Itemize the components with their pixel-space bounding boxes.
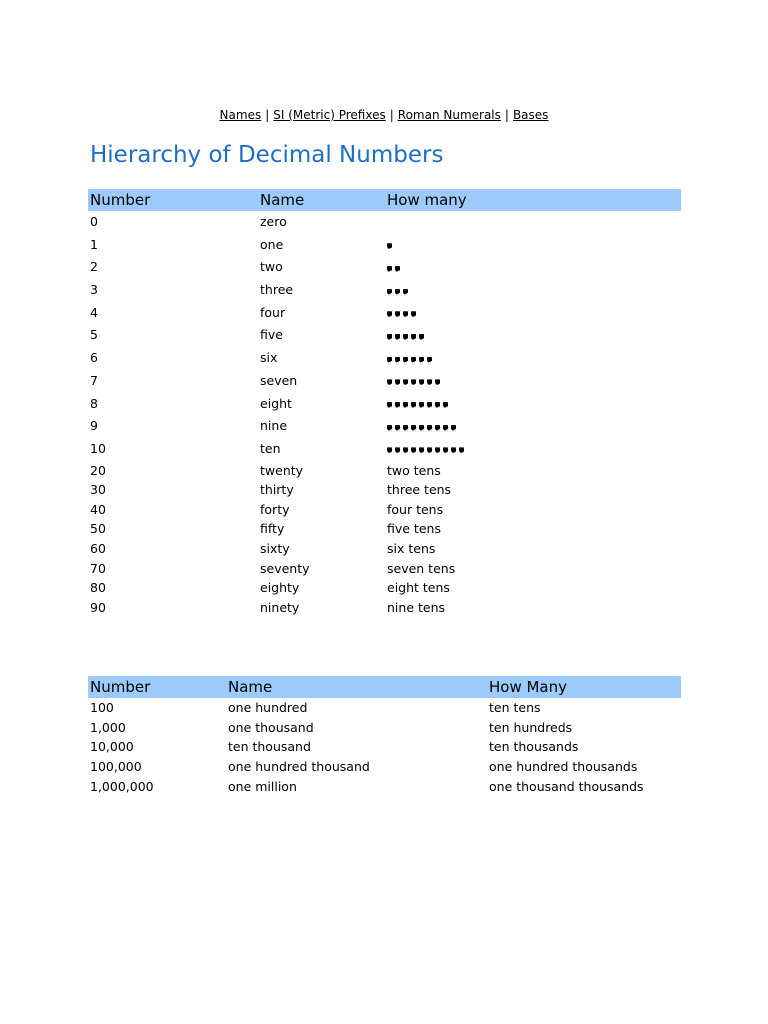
count-dot-icon <box>403 289 408 295</box>
name-cell: forty <box>260 501 290 517</box>
how-many-cell: ten thousands <box>489 739 579 755</box>
header-name: Name <box>258 189 385 211</box>
number-cell: 90 <box>90 599 106 615</box>
count-dot-icon <box>387 447 392 453</box>
count-dot-icon <box>443 402 448 408</box>
count-dot-icon <box>419 425 424 431</box>
name-cell: five <box>260 327 283 343</box>
table-row <box>88 393 681 416</box>
count-dot-icon <box>443 425 448 431</box>
how-many-cell: one thousand thousands <box>489 778 644 794</box>
name-cell: fifty <box>260 521 285 537</box>
name-cell: ninety <box>260 599 300 615</box>
table-row <box>88 559 681 579</box>
number-cell: 0 <box>90 214 98 229</box>
name-cell: three <box>260 282 294 298</box>
number-cell: 10 <box>90 440 106 456</box>
table-row <box>88 279 681 302</box>
number-cell: 100 <box>90 700 114 715</box>
count-dot-icon <box>427 379 432 385</box>
count-dot-icon <box>387 243 392 249</box>
count-dot-icon <box>411 402 416 408</box>
table-row <box>88 539 681 559</box>
name-cell: two <box>260 259 283 275</box>
how-many-cell: six tens <box>387 540 436 556</box>
count-dot-icon <box>411 334 416 340</box>
decimal-units-table <box>88 189 681 617</box>
count-dot-icon <box>395 311 400 317</box>
number-cell: 1,000 <box>90 719 126 735</box>
number-cell: 70 <box>90 560 106 576</box>
count-dot-icon <box>387 266 392 272</box>
table-header-row <box>88 676 681 698</box>
table-row <box>88 256 681 279</box>
how-many-cell: five tens <box>387 521 441 537</box>
name-cell: twenty <box>260 462 304 478</box>
count-dot-icon <box>427 357 432 363</box>
how-many-cell <box>385 438 681 461</box>
count-dot-icon <box>419 402 424 408</box>
nav-link-si-prefixes[interactable]: SI (Metric) Prefixes <box>273 108 386 122</box>
number-cell: 9 <box>90 418 98 434</box>
how-many-cell: nine tens <box>387 599 446 615</box>
nav-link-roman-numerals[interactable]: Roman Numerals <box>397 108 501 122</box>
table-row <box>88 302 681 325</box>
count-dot-icon <box>395 447 400 453</box>
count-dot-icon <box>427 402 432 408</box>
how-many-cell <box>385 279 681 302</box>
count-dot-icon <box>459 447 464 453</box>
how-many-cell: three tens <box>387 482 452 498</box>
name-cell: one million <box>228 778 297 794</box>
how-many-cell <box>385 347 681 370</box>
nav-separator: | <box>265 108 270 122</box>
number-cell: 5 <box>90 327 98 343</box>
count-dot-icon <box>403 402 408 408</box>
table-header-row <box>88 189 681 211</box>
page-title: Hierarchy of Decimal Numbers <box>90 142 444 168</box>
name-cell: nine <box>260 418 288 434</box>
top-nav <box>0 108 768 122</box>
table-row <box>88 718 681 738</box>
name-cell: ten thousand <box>228 739 311 755</box>
how-many-cell <box>385 393 681 416</box>
number-cell: 80 <box>90 580 106 596</box>
count-dot-icon <box>403 311 408 317</box>
how-many-cell <box>385 415 681 438</box>
header-number: Number <box>88 189 258 211</box>
how-many-cell <box>385 324 681 347</box>
table-row <box>88 347 681 370</box>
count-dot-icon <box>395 266 400 272</box>
nav-separator: | <box>389 108 394 122</box>
count-dot-icon <box>427 425 432 431</box>
count-dot-icon <box>395 402 400 408</box>
count-dot-icon <box>395 425 400 431</box>
dot-group <box>387 370 443 392</box>
how-many-cell: seven tens <box>387 560 456 576</box>
number-cell: 100,000 <box>90 759 142 775</box>
count-dot-icon <box>435 425 440 431</box>
nav-link-names[interactable]: Names <box>219 108 262 122</box>
count-dot-icon <box>395 379 400 385</box>
name-cell: seventy <box>260 560 310 576</box>
count-dot-icon <box>403 357 408 363</box>
count-dot-icon <box>419 334 424 340</box>
dot-group <box>387 348 435 370</box>
dot-group <box>387 257 403 279</box>
table-row <box>88 438 681 461</box>
count-dot-icon <box>419 447 424 453</box>
number-cell: 30 <box>90 482 106 498</box>
name-cell: six <box>260 350 278 366</box>
name-cell: ten <box>260 440 281 456</box>
how-many-cell: two tens <box>387 462 441 478</box>
name-cell: one thousand <box>228 719 314 735</box>
count-dot-icon <box>395 289 400 295</box>
number-cell: 6 <box>90 350 98 366</box>
count-dot-icon <box>403 334 408 340</box>
name-cell: eight <box>260 395 292 411</box>
name-cell: eighty <box>260 580 300 596</box>
number-cell: 60 <box>90 540 106 556</box>
how-many-cell: ten tens <box>489 700 541 715</box>
count-dot-icon <box>395 334 400 340</box>
table-row <box>88 698 681 718</box>
name-cell: four <box>260 304 286 320</box>
how-many-cell: one hundred thousands <box>489 759 638 775</box>
dot-group <box>387 416 459 438</box>
name-cell: seven <box>260 372 298 388</box>
count-dot-icon <box>411 357 416 363</box>
how-many-cell: eight tens <box>387 580 450 596</box>
number-cell: 3 <box>90 282 98 298</box>
count-dot-icon <box>387 289 392 295</box>
dot-group <box>387 393 451 415</box>
table-row <box>88 578 681 598</box>
large-numbers-table <box>88 676 681 796</box>
how-many-cell <box>385 234 681 257</box>
table-row <box>88 370 681 393</box>
count-dot-icon <box>435 402 440 408</box>
number-cell: 4 <box>90 304 98 320</box>
count-dot-icon <box>411 311 416 317</box>
table-row <box>88 324 681 347</box>
count-dot-icon <box>435 379 440 385</box>
count-dot-icon <box>419 379 424 385</box>
number-cell: 10,000 <box>90 739 134 755</box>
number-cell: 8 <box>90 395 98 411</box>
number-cell: 7 <box>90 372 98 388</box>
count-dot-icon <box>403 447 408 453</box>
nav-link-bases[interactable]: Bases <box>512 108 549 122</box>
count-dot-icon <box>387 425 392 431</box>
table-row <box>88 737 681 757</box>
header-how-many: How Many <box>487 676 681 698</box>
how-many-cell: ten hundreds <box>489 719 573 735</box>
dot-group <box>387 302 419 324</box>
count-dot-icon <box>387 402 392 408</box>
count-dot-icon <box>443 447 448 453</box>
how-many-cell <box>385 211 681 234</box>
nav-separator: | <box>504 108 509 122</box>
table-row <box>88 777 681 797</box>
how-many-cell <box>385 370 681 393</box>
number-cell: 2 <box>90 259 98 275</box>
number-cell: 40 <box>90 501 106 517</box>
name-cell: one hundred thousand <box>228 759 370 775</box>
count-dot-icon <box>451 447 456 453</box>
how-many-cell <box>385 256 681 279</box>
dot-group <box>387 438 467 460</box>
header-how-many: How many <box>385 189 681 211</box>
count-dot-icon <box>411 447 416 453</box>
count-dot-icon <box>403 379 408 385</box>
number-cell: 1,000,000 <box>90 778 154 794</box>
name-cell: sixty <box>260 540 290 556</box>
count-dot-icon <box>387 311 392 317</box>
number-cell: 50 <box>90 521 106 537</box>
count-dot-icon <box>387 357 392 363</box>
count-dot-icon <box>411 425 416 431</box>
how-many-cell <box>385 302 681 325</box>
number-cell: 1 <box>90 236 98 252</box>
name-cell: one hundred <box>228 700 308 715</box>
table-row <box>88 415 681 438</box>
count-dot-icon <box>427 447 432 453</box>
count-dot-icon <box>451 425 456 431</box>
header-name: Name <box>226 676 487 698</box>
table-row <box>88 757 681 777</box>
count-dot-icon <box>387 334 392 340</box>
count-dot-icon <box>411 379 416 385</box>
count-dot-icon <box>419 357 424 363</box>
count-dot-icon <box>387 379 392 385</box>
number-cell: 20 <box>90 462 106 478</box>
name-cell: thirty <box>260 482 294 498</box>
how-many-cell: four tens <box>387 501 444 517</box>
name-cell: zero <box>260 214 287 229</box>
header-number: Number <box>88 676 226 698</box>
table-row <box>88 598 681 618</box>
table-row <box>88 211 681 234</box>
dot-group <box>387 325 427 347</box>
table-row <box>88 480 681 500</box>
count-dot-icon <box>403 425 408 431</box>
table-row <box>88 500 681 520</box>
table-row <box>88 461 681 481</box>
dot-group <box>387 280 411 302</box>
dot-group <box>387 234 395 256</box>
table-row <box>88 234 681 257</box>
table-row <box>88 519 681 539</box>
name-cell: one <box>260 236 284 252</box>
count-dot-icon <box>395 357 400 363</box>
count-dot-icon <box>435 447 440 453</box>
